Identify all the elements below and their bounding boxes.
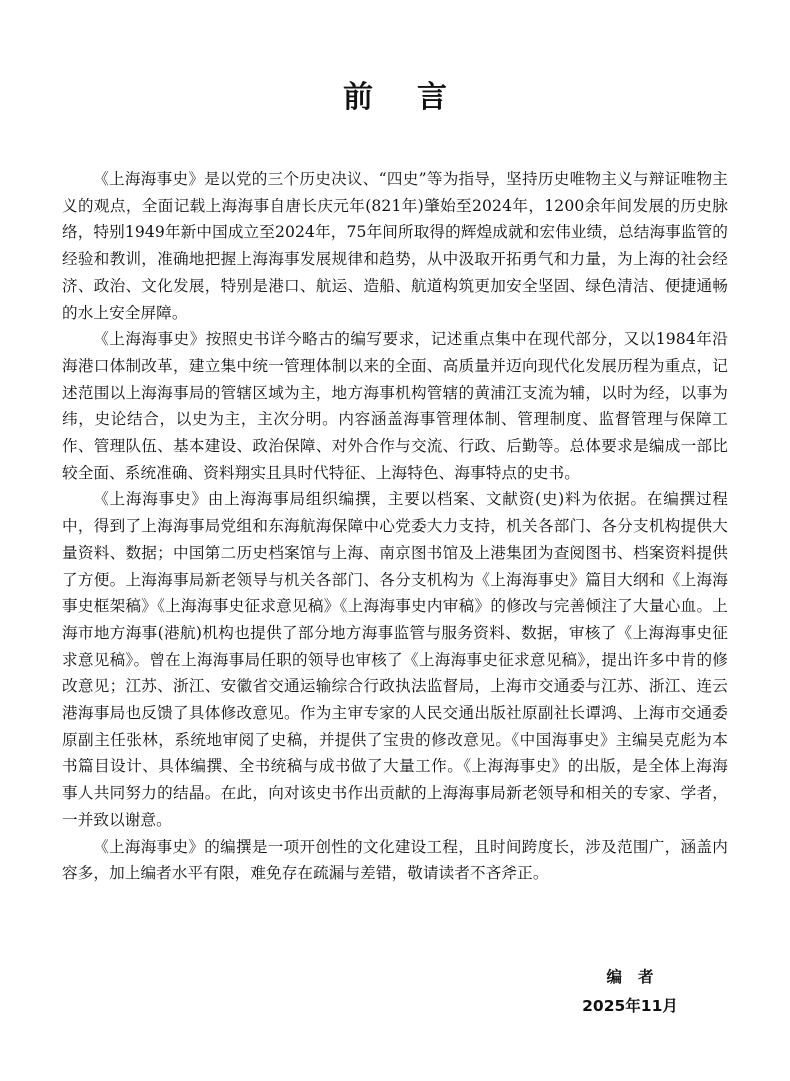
body-text (62, 166, 728, 887)
signature-date: 2025年11月 (582, 997, 678, 1015)
signature-author: 编者 (606, 968, 670, 986)
page-title: 前言 (343, 80, 491, 115)
paragraph-1: 《上海海事史》是以党的三个历史决议、“四史”等为指导，坚持历史唯物主义与辩证唯物主义的观点，全面记载上海海事自唐长庆元年(821年)肇始至2024年，1200余年间发展的历史脉络，特别1949年新中国成立至2024年，75年间所取得的辉煌成就和宏伟业绩，总结海事监管的经验和教训，准确地把握上海海事发展规律和趋势，从中汲取开拓勇气和力量，为上海的社会经济、政治、文化发展，特别是港口、航运、造船、航道构筑更加安全坚固、绿色清洁、便捷通畅的水上安全屏障。 (62, 170, 728, 322)
paragraph-3: 《上海海事史》由上海海事局组织编撰，主要以档案、文献资(史)料为依据。在编撰过程中，得到了上海海事局党组和东海航海保障中心党委大力支持，机关各部门、各分支机构提供大量资料、数据；中国第二历史档案馆与上海、南京图书馆及上港集团为查阅图书、档案资料提供了方便。上海海事局新老领导与机关各部门、各分支机构为《上海海事史》篇目大纲和《上海海事史框架稿》《上海海事史征求意见稿》《上海海事史内审稿》的修改与完善倾注了大量心血。上海市地方海事(港航)机构也提供了部分地方海事监管与服务资料、数据，审核了《上海海事史征求意见稿》。曾在上海海事局任职的领导也审核了《上海海事史征求意见稿》，提出许多中肯的修改意见；江苏、浙江、安徽省交通运输综合行政执法监督局，上海市交通委与江苏、浙江、连云港海事局也反馈了具体修改意见。作为主审专家的人民交通出版社原副社长谭鸿、上海市交通委原副主任张林，系统地审阅了史稿，并提供了宝贵的修改意见。《中国海事史》主编吴克彪为本书篇目设计、具体编撰、全书统稿与成书做了大量工作。《上海海事史》的出版，是全体上海海事人共同努力的结晶。在此，向对该史书作出贡献的上海海事局新老领导和相关的专家、学者，一并致以谢意。 (62, 490, 728, 829)
paragraph-2: 《上海海事史》按照史书详今略古的编写要求，记述重点集中在现代部分，又以1984年沿海港口体制改革，建立集中统一管理体制以来的全面、高质量并迈向现代化发展历程为重点，记述范围以上海海事局的管辖区域为主，地方海事机构管辖的黄浦江支流为辅，以时为经，以事为纬，史论结合，以史为主，主次分明。内容涵盖海事管理体制、管理制度、监督管理与保障工作、管理队伍、基本建设、政治保障、对外合作与交流、行政、后勤等。总体要求是编成一部比较全面、系统准确、资料翔实且具时代特征、上海特色、海事特点的史书。 (62, 330, 728, 482)
paragraph-4: 《上海海事史》的编撰是一项开创性的文化建设工程，且时间跨度长，涉及范围广，涵盖内容多，加上编者水平有限，难免存在疏漏与差错，敬请读者不吝斧正。 (62, 837, 728, 883)
